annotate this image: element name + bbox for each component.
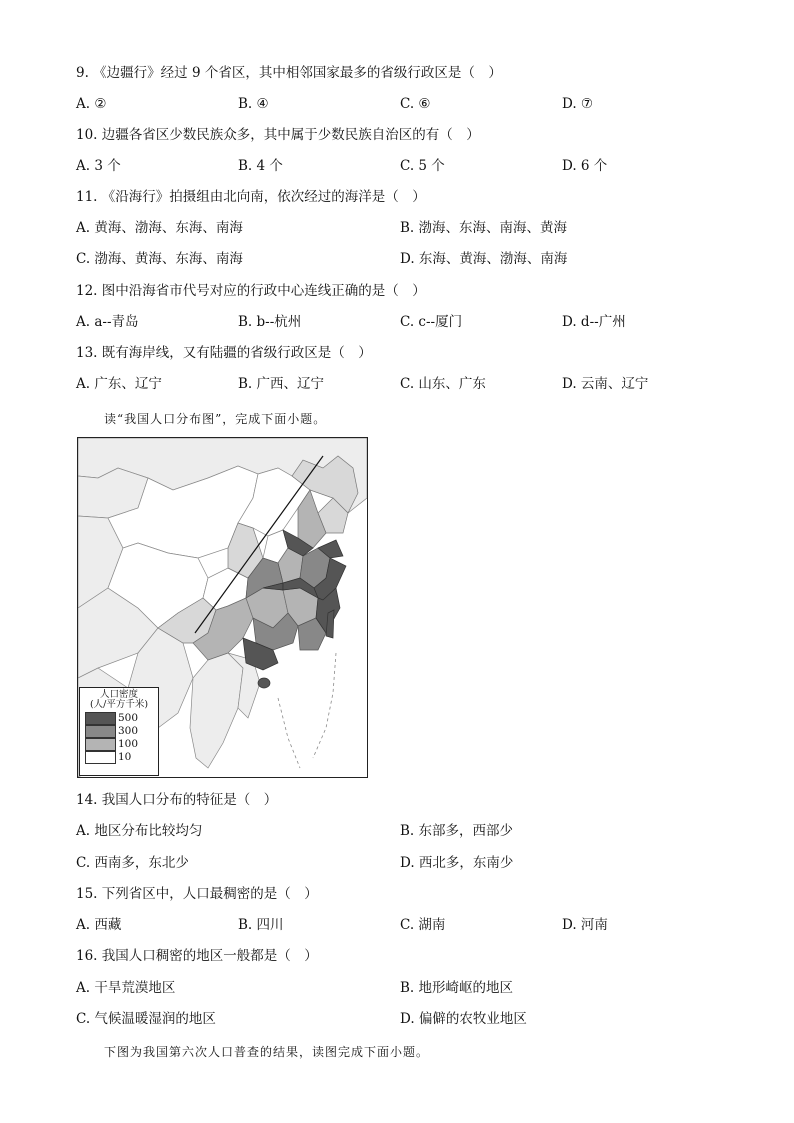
q9-option-d[interactable]: D. ⑦	[562, 96, 594, 112]
q12-option-a[interactable]: A. a--青岛	[76, 314, 139, 330]
legend-swatch-300	[85, 725, 116, 738]
question-10-stem: 10. 边疆各省区少数民族众多，其中属于少数民族自治区的有（ ）	[76, 127, 480, 143]
q14-option-b[interactable]: B. 东部多，西部少	[400, 823, 514, 839]
legend-swatch-100	[85, 738, 116, 751]
q12-option-d[interactable]: D. d--广州	[562, 314, 626, 330]
legend-label-300: 300	[118, 725, 139, 737]
q12-option-c[interactable]: C. c--厦门	[400, 314, 463, 330]
q15-option-a[interactable]: A. 西藏	[76, 917, 122, 933]
question-12-stem: 12. 图中沿海省市代号对应的行政中心连线正确的是（ ）	[76, 283, 426, 299]
question-14-stem: 14. 我国人口分布的特征是（ ）	[76, 792, 278, 808]
question-16-stem: 16. 我国人口稠密的地区一般都是（ ）	[76, 948, 318, 964]
q13-option-a[interactable]: A. 广东、辽宁	[76, 376, 162, 392]
q14-option-c[interactable]: C. 西南多，东北少	[76, 855, 189, 871]
q9-option-b[interactable]: B. ④	[238, 96, 269, 112]
q12-option-b[interactable]: B. b--杭州	[238, 314, 302, 330]
q9-option-a[interactable]: A. ②	[76, 96, 107, 112]
q14-option-d[interactable]: D. 西北多，东南少	[400, 855, 514, 871]
q16-option-d[interactable]: D. 偏僻的农牧业地区	[400, 1011, 527, 1027]
legend-swatch-500	[85, 712, 116, 725]
q13-option-c[interactable]: C. 山东、广东	[400, 376, 486, 392]
question-11-stem: 11. 《沿海行》拍摄组由北向南，依次经过的海洋是（ ）	[76, 189, 426, 205]
q14-option-a[interactable]: A. 地区分布比较均匀	[76, 823, 203, 839]
q11-option-d[interactable]: D. 东海、黄海、渤海、南海	[400, 251, 568, 267]
q11-option-c[interactable]: C. 渤海、黄海、东海、南海	[76, 251, 243, 267]
legend-title: 人口密度	[99, 689, 138, 700]
q15-option-d[interactable]: D. 河南	[562, 917, 608, 933]
q16-option-c[interactable]: C. 气候温暖湿润的地区	[76, 1011, 216, 1027]
q10-option-b[interactable]: B. 4 个	[238, 158, 283, 174]
legend-swatch-10	[85, 751, 116, 764]
legend-unit: (人/平方千米)	[89, 699, 149, 710]
q13-option-b[interactable]: B. 广西、辽宁	[238, 376, 325, 392]
q10-option-a[interactable]: A. 3 个	[76, 158, 121, 174]
q11-option-b[interactable]: B. 渤海、东海、南海、黄海	[400, 220, 568, 236]
section-intro-population-map: 读“我国人口分布图”，完成下面小题。	[104, 412, 327, 426]
maritime-boundary	[278, 653, 336, 768]
q15-option-b[interactable]: B. 四川	[238, 917, 284, 933]
question-13-stem: 13. 既有海岸线，又有陆疆的省级行政区是（ ）	[76, 345, 372, 361]
q15-option-c[interactable]: C. 湖南	[400, 917, 446, 933]
q10-option-d[interactable]: D. 6 个	[562, 158, 608, 174]
q13-option-d[interactable]: D. 云南、辽宁	[562, 376, 649, 392]
q10-option-c[interactable]: C. 5 个	[400, 158, 445, 174]
map-legend	[79, 687, 159, 776]
legend-label-500: 500	[118, 712, 139, 724]
legend-label-100: 100	[118, 738, 139, 750]
q16-option-b[interactable]: B. 地形崎岖的地区	[400, 980, 514, 996]
question-15-stem: 15. 下列省区中，人口最稠密的是（ ）	[76, 886, 318, 902]
question-9-stem: 9. 《边疆行》经过 9 个省区，其中相邻国家最多的省级行政区是（ ）	[76, 65, 502, 81]
q16-option-a[interactable]: A. 干旱荒漠地区	[76, 980, 176, 996]
q9-option-c[interactable]: C. ⑥	[400, 96, 431, 112]
legend-label-10: 10	[118, 751, 132, 763]
section-intro-census: 下图为我国第六次人口普查的结果，读图完成下面小题。	[104, 1045, 430, 1059]
q11-option-a[interactable]: A. 黄海、渤海、东海、南海	[76, 220, 243, 236]
